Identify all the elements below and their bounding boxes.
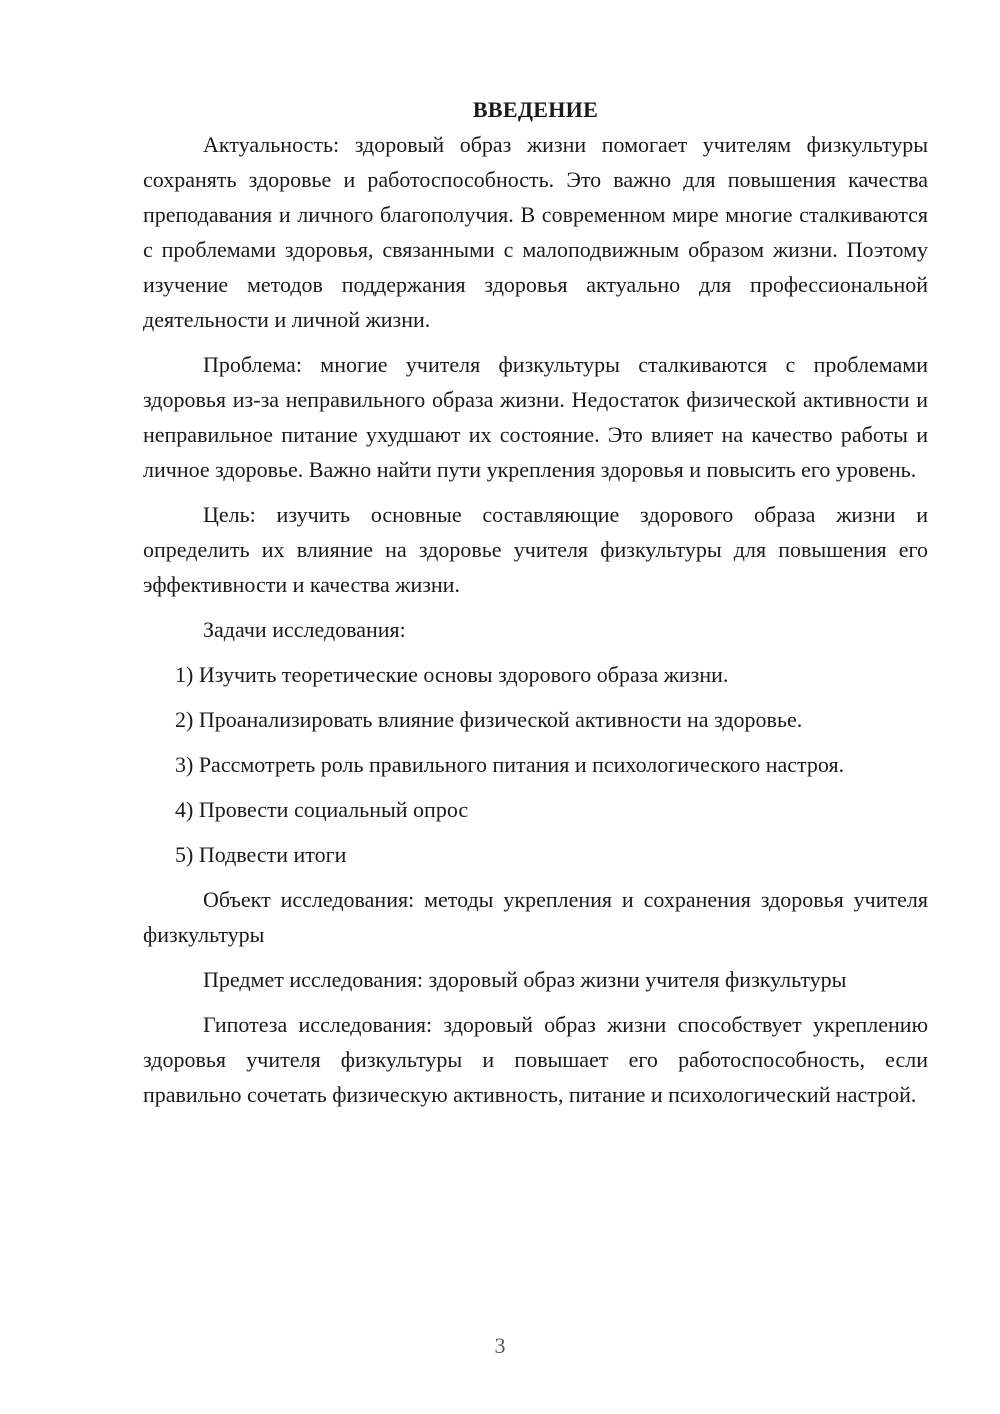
task-item-4: 4) Провести социальный опрос xyxy=(175,797,469,822)
paragraph-problem: Проблема: многие учителя физкультуры сталкиваются с проблемами здоровья из-за неправильного образа жизни. Недостаток физической активности и неправильное питание ухудшают их состояние. Это влияет на качество работы и личное здоровье. Важно найти пути укрепления здоровья и повысить его уровень. xyxy=(143,352,928,482)
paragraph-subject: Предмет исследования: здоровый образ жизни учителя физкультуры xyxy=(203,967,847,992)
paragraph-relevance: Актуальность: здоровый образ жизни помогает учителям физкультуры сохранять здоровье и работоспособность. Это важно для повышения качества преподавания и личного благополучия. В современном мире многие сталкиваются с проблемами здоровья, связанными с малоподвижным образом жизни. Поэтому изучение методов поддержания здоровья актуально для профессиональной деятельности и личной жизни. xyxy=(143,132,928,332)
paragraph-goal: Цель: изучить основные составляющие здорового образа жизни и определить их влияние на здоровье учителя физкультуры для повышения его эффективности и качества жизни. xyxy=(143,502,928,597)
task-item-5: 5) Подвести итоги xyxy=(175,842,347,867)
document-page xyxy=(143,92,928,1112)
section-heading: ВВЕДЕНИЕ xyxy=(472,97,599,122)
task-item-2: 2) Проанализировать влияние физической активности на здоровье. xyxy=(175,707,803,732)
task-item-1: 1) Изучить теоретические основы здорового образа жизни. xyxy=(175,662,729,687)
task-item-3: 3) Рассмотреть роль правильного питания и психологического настроя. xyxy=(175,752,845,777)
paragraph-hypothesis: Гипотеза исследования: здоровый образ жизни способствует укреплению здоровья учителя физкультуры и повышает его работоспособность, если правильно сочетать физическую активность, питание и психологический настрой. xyxy=(143,1012,928,1107)
page-number: 3 xyxy=(494,1333,506,1358)
paragraph-tasks-title: Задачи исследования: xyxy=(203,617,406,642)
paragraph-object: Объект исследования: методы укрепления и сохранения здоровья учителя физкультуры xyxy=(143,887,928,947)
